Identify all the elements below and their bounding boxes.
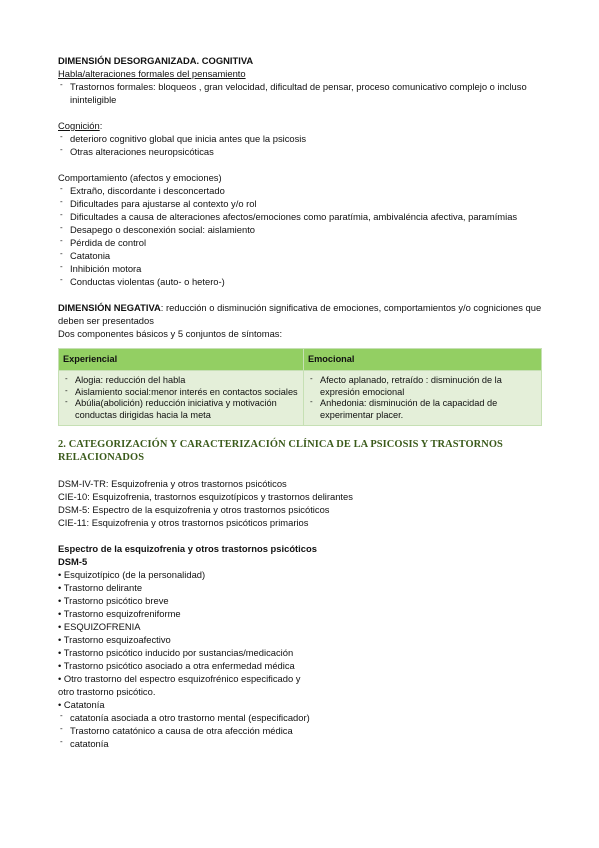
negativa-title: DIMENSIÓN NEGATIVA (58, 302, 161, 313)
list-item: • Otro trastorno del espectro esquizofrénico especificado y (58, 673, 301, 684)
catatonia-list (58, 711, 548, 750)
list-item: • Trastorno psicótico asociado a otra enfermedad médica (58, 660, 295, 671)
list-item: - Trastorno catatónico a causa de otra afección médica (58, 724, 548, 737)
classification-line: CIE-10: Esquizofrenia, trastornos esquizotípicos y trastornos delirantes (58, 491, 353, 502)
list-item: • Esquizotípico (de la personalidad) (58, 569, 206, 580)
list-item: • Trastorno esquizofreniforme (58, 608, 181, 619)
classification-line: DSM-IV-TR: Esquizofrenia y otros trastornos psicóticos (58, 478, 287, 489)
classification-line: CIE-11: Esquizofrenia y otros trastornos psicóticos primarios (58, 517, 309, 528)
symptoms-table (58, 348, 542, 426)
list-item: - Anhedonia: disminución de la capacidad de experimentar placer. (308, 398, 537, 421)
cognicion-colon: : (99, 120, 103, 131)
list-item: • Catatonía (58, 699, 105, 710)
negativa-text: : reducción o disminución significativa de emociones, comportamientos y/o cogniciones que deben ser presentados (58, 302, 542, 326)
list-item: • Trastorno delirante (58, 582, 143, 593)
habla-heading: Habla/alteraciones formales del pensamiento (58, 68, 246, 79)
list-item: - Pérdida de control (58, 236, 548, 249)
classification-line: DSM-5: Espectro de la esquizofrenia y otros trastornos psicóticos (58, 504, 330, 515)
cognicion-list (58, 132, 548, 158)
list-item: - Abúlia(abolición) reducción iniciativa y motivación conductas dirigidas hacia la meta (63, 398, 299, 421)
list-item: - Otras alteraciones neuropsicóticas (58, 145, 548, 158)
document-page (58, 54, 548, 750)
table-cell-experiencial (59, 371, 304, 426)
section-2-title: 2. CATEGORIZACIÓN Y CARACTERIZACIÓN CLÍNICA DE LA PSICOSIS Y TRASTORNOS RELACIONADOS (58, 439, 503, 463)
list-item: - Trastornos formales: bloqueos , gran velocidad, dificultad de pensar, proceso comunicativo complejo o incluso ininteligible (58, 80, 548, 106)
list-item: - Dificultades a causa de alteraciones afectos/emociones como paratímia, ambivaléncia afectiva, paramímias (58, 210, 548, 223)
table-header-emocional: Emocional (304, 349, 542, 371)
list-item: - catatonía (58, 737, 548, 750)
list-item: - Dificultades para ajustarse al contexto y/o rol (58, 197, 548, 210)
espectro-list (58, 568, 548, 711)
cognicion-line (58, 119, 548, 132)
list-item: • Trastorno esquizoafectivo (58, 634, 171, 645)
cognicion-heading: Cognición (58, 120, 100, 131)
comportamiento-list (58, 184, 548, 288)
list-item: - catatonía asociada a otro trastorno mental (especificador) (58, 711, 548, 724)
list-item: - Afecto aplanado, retraído : disminución de la expresión emocional (308, 375, 537, 398)
comportamiento-heading: Comportamiento (afectos y emociones) (58, 172, 222, 183)
list-item: - Conductas violentas (auto- o hetero-) (58, 275, 548, 288)
negativa-paragraph (58, 301, 548, 327)
habla-list (58, 80, 548, 106)
table-header-experiencial: Experiencial (59, 349, 304, 371)
list-item: otro trastorno psicótico. (58, 686, 156, 697)
list-item: - Inhibición motora (58, 262, 548, 275)
list-item: - Catatonia (58, 249, 548, 262)
list-item: • ESQUIZOFRENIA (58, 621, 141, 632)
espectro-title: Espectro de la esquizofrenia y otros trastornos psicóticos (58, 543, 317, 554)
list-item: - Extraño, discordante i desconcertado (58, 184, 548, 197)
list-item: - Desapego o desconexión social: aislamiento (58, 223, 548, 236)
list-item: - Alogia: reducción del habla (63, 375, 299, 387)
espectro-subtitle: DSM-5 (58, 556, 88, 567)
list-item: - deterioro cognitivo global que inicia antes que la psicosis (58, 132, 548, 145)
list-item: - Aislamiento social:menor interés en contactos sociales (63, 387, 299, 399)
desorganizada-title: DIMENSIÓN DESORGANIZADA. COGNITIVA (58, 55, 254, 66)
negativa-subtext: Dos componentes básicos y 5 conjuntos de síntomas: (58, 328, 283, 339)
list-item: • Trastorno psicótico inducido por sustancias/medicación (58, 647, 294, 658)
list-item: • Trastorno psicótico breve (58, 595, 169, 606)
table-cell-emocional (304, 371, 542, 426)
